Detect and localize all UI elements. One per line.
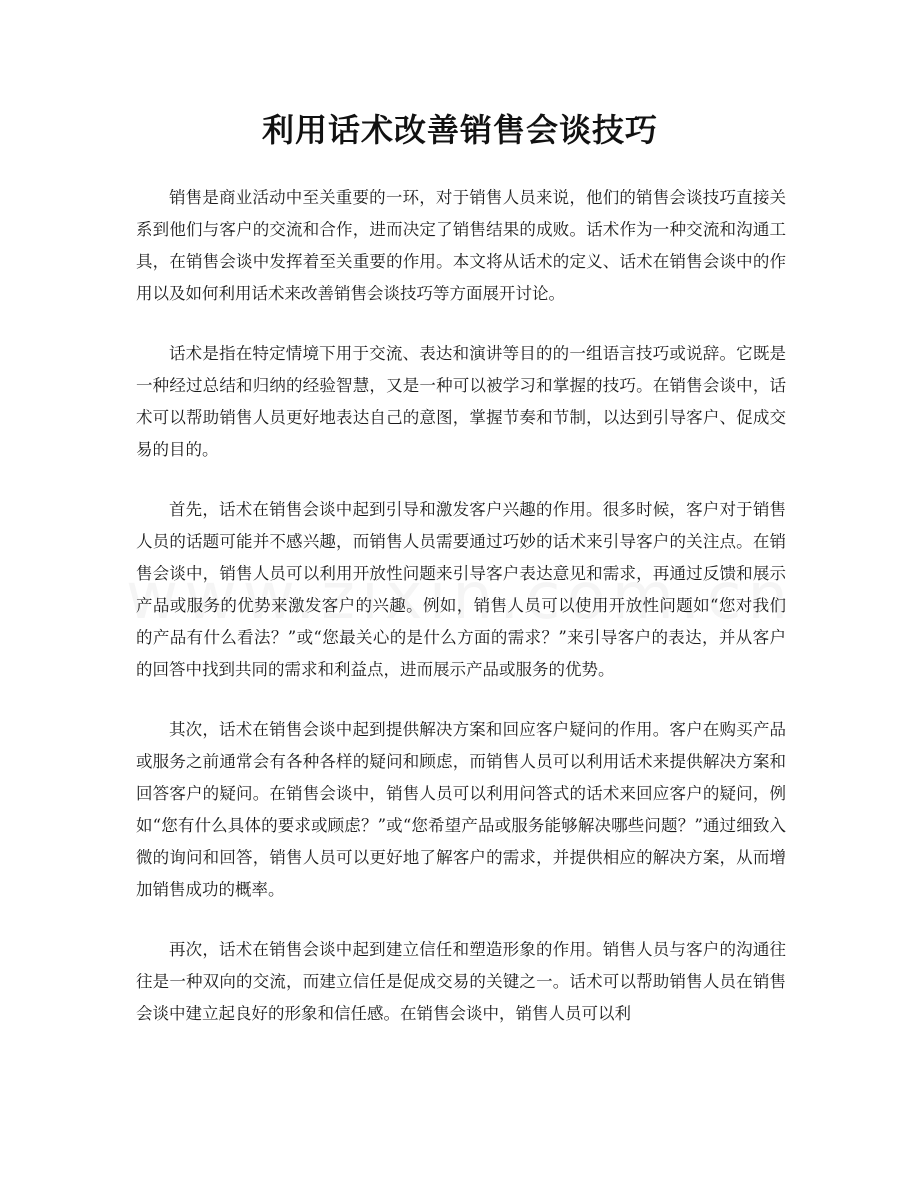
paragraph-third-point: 再次，话术在销售会谈中起到建立信任和塑造形象的作用。销售人员与客户的沟通往往是一种双向的交流，而建立信任是促成交易的关键之一。话术可以帮助销售人员在销售会谈中建立起良好的形象和信任感。在销售会谈中，销售人员可以利 [136, 940, 786, 1023]
document-title: 利用话术改善销售会谈技巧 [261, 111, 658, 149]
document-body [136, 182, 786, 1058]
paragraph-intro: 销售是商业活动中至关重要的一环，对于销售人员来说，他们的销售会谈技巧直接关系到他们与客户的交流和合作，进而决定了销售结果的成败。话术作为一种交流和沟通工具，在销售会谈中发挥着至关重要的作用。本文将从话术的定义、话术在销售会谈中的作用以及如何利用话术来改善销售会谈技巧等方面展开讨论。 [136, 188, 786, 303]
paragraph-first-point: 首先，话术在销售会谈中起到引导和激发客户兴趣的作用。很多时候，客户对于销售人员的话题可能并不感兴趣，而销售人员需要通过巧妙的话术来引导客户的关注点。在销售会谈中，销售人员可以利用开放性问题来引导客户表达意见和需求，再通过反馈和展示产品或服务的优势来激发客户的兴趣。例如，销售人员可以使用开放性问题如“您对我们的产品有什么看法？”或“您最关心的是什么方面的需求？”来引导客户的表达，并从客户的回答中找到共同的需求和利益点，进而展示产品或服务的优势。 [136, 500, 786, 679]
paragraph-definition: 话术是指在特定情境下用于交流、表达和演讲等目的的一组语言技巧或说辞。它既是一种经过总结和归纳的经验智慧，又是一种可以被学习和掌握的技巧。在销售会谈中，话术可以帮助销售人员更好地表达自己的意图，掌握节奏和节制，以达到引导客户、促成交易的目的。 [136, 344, 786, 459]
paragraph-second-point: 其次，话术在销售会谈中起到提供解决方案和回应客户疑问的作用。客户在购买产品或服务之前通常会有各种各样的疑问和顾虑，而销售人员可以利用话术来提供解决方案和回答客户的疑问。在销售会谈中，销售人员可以利用问答式的话术来回应客户的疑问，例如“您有什么具体的要求或顾虑？”或“您希望产品或服务能够解决哪些问题？”通过细致入微的询问和回答，销售人员可以更好地了解客户的需求，并提供相应的解决方案，从而增加销售成功的概率。 [136, 720, 786, 899]
